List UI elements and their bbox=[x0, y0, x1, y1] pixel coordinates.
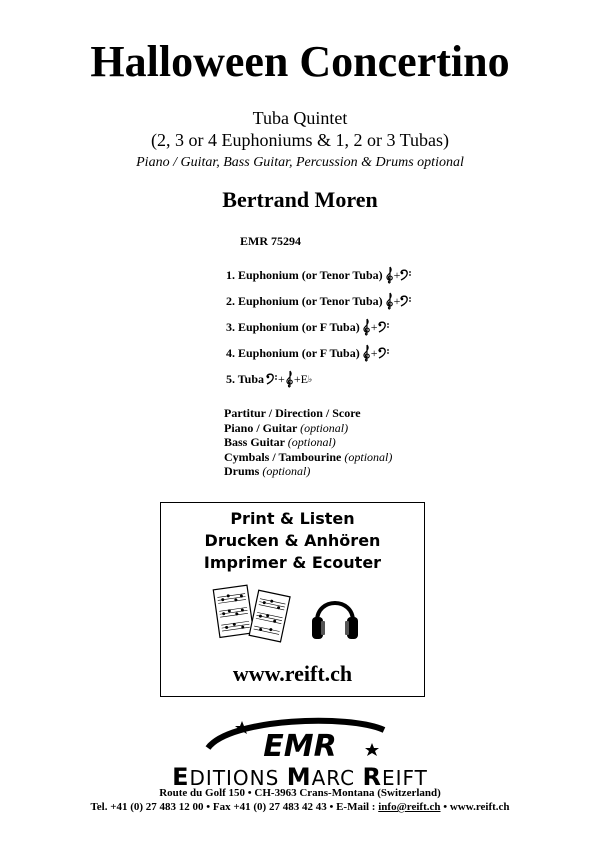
clef-plus: + bbox=[393, 293, 401, 308]
part-item bbox=[226, 344, 390, 362]
bass-clef-icon bbox=[378, 347, 390, 359]
clef-group bbox=[362, 344, 390, 362]
catalog-number: EMR 75294 bbox=[240, 234, 301, 248]
clef-plus: + bbox=[370, 319, 378, 334]
publisher-word: DITIONS bbox=[189, 766, 287, 790]
treble-clef-icon bbox=[385, 292, 394, 310]
part-item bbox=[226, 292, 412, 310]
material-note: (optional) bbox=[287, 435, 336, 449]
material-label: Bass Guitar bbox=[224, 435, 285, 449]
treble-clef-icon bbox=[385, 266, 394, 284]
composer: Bertrand Moren bbox=[222, 187, 378, 212]
publisher-word: EIFT bbox=[381, 766, 428, 790]
title: Halloween Concertino bbox=[90, 37, 510, 86]
publisher-initial: E bbox=[172, 763, 190, 791]
publisher-initial: M bbox=[286, 763, 312, 791]
part-label: 2. Euphonium (or Tenor Tuba) bbox=[226, 293, 383, 308]
clef-group bbox=[362, 318, 390, 336]
clef-plus: + bbox=[293, 371, 301, 386]
material-label: Piano / Guitar bbox=[224, 420, 298, 435]
part-label: 4. Euphonium (or F Tuba) bbox=[226, 345, 360, 360]
publisher-word: ARC bbox=[311, 766, 363, 790]
clef-group bbox=[385, 292, 413, 310]
material-note: (optional) bbox=[300, 420, 349, 435]
part-label: 1. Euphonium (or Tenor Tuba) bbox=[226, 267, 383, 282]
publisher-initial: R bbox=[362, 763, 382, 791]
material-note: (optional) bbox=[262, 464, 311, 478]
eb-label: E bbox=[300, 371, 308, 386]
list-item bbox=[224, 450, 392, 465]
email-link[interactable]: info@reift.ch bbox=[378, 801, 441, 813]
promo-line-fr: Imprimer & Ecouter bbox=[203, 553, 382, 572]
material-label: Drums bbox=[224, 464, 260, 478]
bass-clef-icon bbox=[400, 269, 412, 281]
sheet-music-icon bbox=[211, 581, 293, 649]
treble-clef-icon bbox=[362, 344, 371, 362]
bass-clef-icon bbox=[266, 373, 278, 385]
clef-plus: + bbox=[370, 345, 378, 360]
material-label: Partitur / Direction / Score bbox=[224, 406, 361, 420]
part-item bbox=[226, 266, 412, 284]
clef-plus: + bbox=[393, 267, 401, 282]
material-note: (optional) bbox=[344, 449, 393, 464]
bass-clef-icon bbox=[378, 321, 390, 333]
bass-clef-icon bbox=[400, 295, 412, 307]
treble-clef-icon bbox=[285, 370, 294, 388]
part-label: 5. Tuba bbox=[226, 371, 265, 386]
promo-line-en: Print & Listen bbox=[230, 509, 355, 528]
part-label: 3. Euphonium (or F Tuba) bbox=[226, 319, 360, 334]
list-item bbox=[224, 464, 392, 479]
emr-logo-text: EMR bbox=[263, 729, 337, 764]
list-item bbox=[224, 421, 392, 436]
part-item bbox=[226, 370, 312, 388]
headphones-icon bbox=[309, 589, 361, 645]
part-item bbox=[226, 318, 390, 336]
clef-group bbox=[266, 370, 312, 388]
promo-box bbox=[160, 502, 425, 697]
instrumentation: (2, 3 or 4 Euphoniums & 1, 2 or 3 Tubas) bbox=[150, 130, 449, 150]
clef-group bbox=[385, 266, 413, 284]
clef-plus: + bbox=[278, 371, 285, 386]
flat-sign: ♭ bbox=[307, 373, 313, 384]
contact-suffix: • www.reift.ch bbox=[440, 801, 510, 813]
publisher-contact bbox=[0, 801, 600, 813]
promo-url-link[interactable]: www.reift.ch bbox=[232, 661, 353, 686]
contact-prefix: Tel. +41 (0) 27 483 12 00 • Fax +41 (0) 27 483 42 43 • E-Mail : bbox=[90, 801, 379, 813]
publisher-address: Route du Golf 150 • CH-3963 Crans-Montana (Switzerland) bbox=[159, 787, 441, 799]
material-label: Cymbals / Tambourine bbox=[224, 449, 342, 464]
materials-list bbox=[224, 406, 392, 479]
treble-clef-icon bbox=[362, 318, 371, 336]
list-item bbox=[224, 406, 392, 421]
subtitle: Tuba Quintet bbox=[252, 108, 348, 128]
optional-instruments: Piano / Guitar, Bass Guitar, Percussion & Drums optional bbox=[136, 155, 464, 170]
list-item bbox=[224, 435, 392, 450]
promo-line-de: Drucken & Anhören bbox=[204, 531, 381, 550]
emr-logo bbox=[200, 712, 390, 764]
